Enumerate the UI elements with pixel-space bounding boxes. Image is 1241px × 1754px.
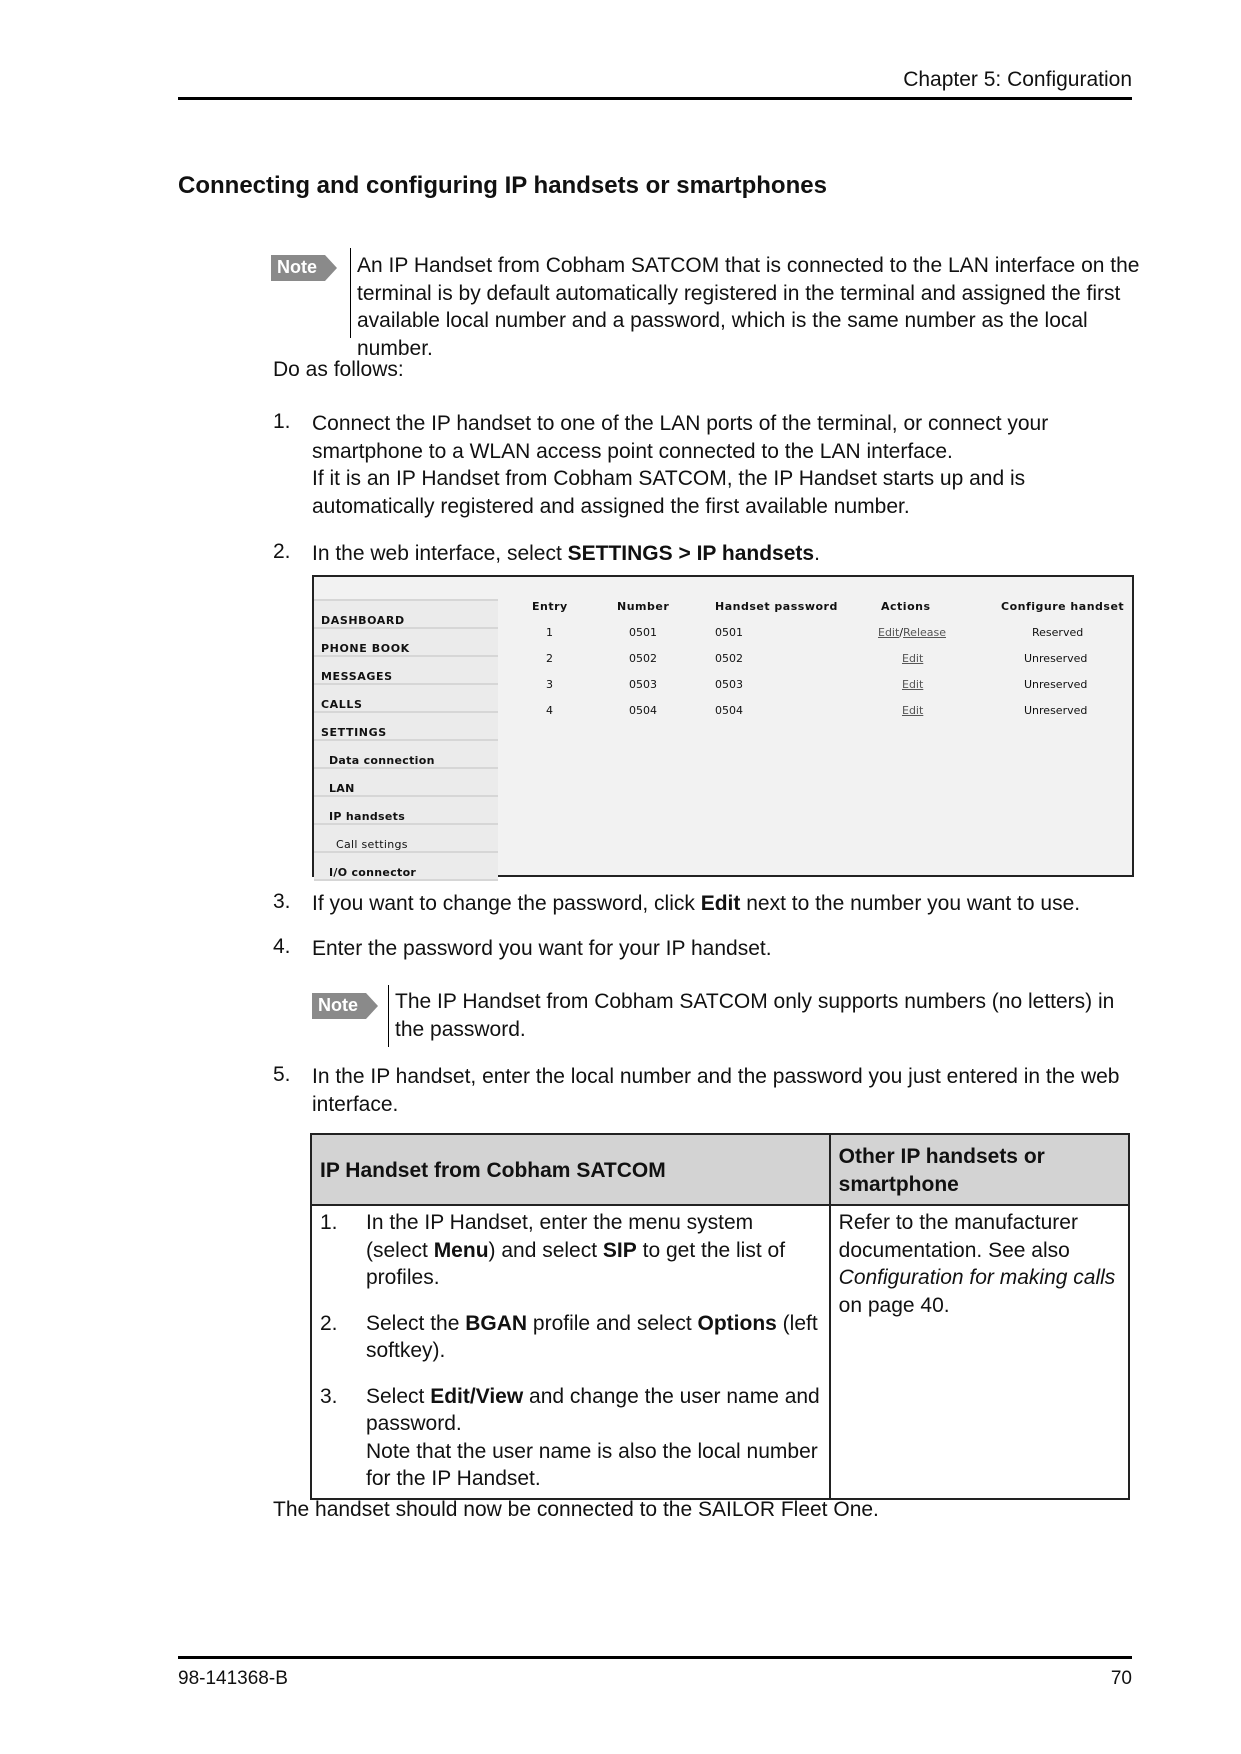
column-header: Actions — [881, 600, 931, 613]
sidebar-item-dashboard[interactable]: DASHBOARD — [314, 601, 498, 629]
table-cell-status: Unreserved — [1024, 704, 1088, 717]
comparison-table — [310, 1133, 1130, 1500]
step-3 — [312, 890, 1132, 918]
note-badge: Note — [312, 993, 366, 1019]
sidebar-item-ip-handsets[interactable]: IP handsets — [314, 797, 498, 825]
note-divider — [350, 248, 351, 338]
table-cell-entry: 2 — [546, 652, 553, 665]
table-cell-actions — [902, 652, 923, 665]
substep-number: 3. — [320, 1384, 338, 1408]
edit-link[interactable]: Edit — [902, 678, 924, 691]
substep — [320, 1383, 821, 1493]
table-cell-password: 0503 — [715, 678, 743, 691]
table-cell-actions — [878, 626, 946, 639]
edit-view-term: Edit/View — [430, 1384, 524, 1408]
screenshot-sidebar — [314, 577, 498, 879]
step-2-text: In the web interface, select — [312, 542, 568, 565]
edit-link[interactable]: Edit — [902, 704, 924, 717]
chapter-header: Chapter 5: Configuration — [903, 68, 1132, 91]
doc-number: 98-141368-B — [178, 1668, 288, 1689]
cell-text: Refer to the manufacturer documentation. See also — [838, 1211, 1078, 1262]
table-cell-actions — [902, 704, 923, 717]
step-1 — [312, 410, 1132, 520]
substep — [320, 1209, 821, 1292]
sidebar-item-settings[interactable]: SETTINGS — [314, 713, 498, 741]
sidebar-item-call-settings[interactable]: Call settings — [314, 825, 498, 853]
step-5: In the IP handset, enter the local number and the password you just entered in the web interface. — [312, 1065, 1120, 1116]
footer-rule — [178, 1656, 1132, 1659]
section-title: Connecting and configuring IP handsets or smartphones — [178, 172, 827, 199]
column-header: Number — [617, 600, 670, 613]
substep-number: 1. — [320, 1211, 338, 1234]
page-number: 70 — [1110, 1668, 1132, 1689]
edit-term: Edit — [700, 892, 741, 915]
note-text: The IP Handset from Cobham SATCOM only supports numbers (no letters) in the password. — [395, 990, 1115, 1041]
step-2-end: . — [814, 542, 820, 565]
sidebar-item-io-connector[interactable]: I/O connector — [314, 853, 498, 881]
sidebar-item-data-connection[interactable]: Data connection — [314, 741, 498, 769]
note-divider — [388, 985, 389, 1047]
substep-text: ) and select — [488, 1238, 603, 1262]
table-cell-status: Reserved — [1032, 626, 1084, 639]
step-1-line2: If it is an IP Handset from Cobham SATCOM, the IP Handset starts up and is automatically registered and assigned the first available number. — [312, 467, 1026, 518]
separator: / — [899, 626, 904, 639]
table-cell-entry: 1 — [546, 626, 553, 639]
ip-handsets-table — [498, 577, 1132, 875]
step-number: 4. — [273, 935, 291, 958]
table-header: Other IP handsets or smartphone — [830, 1134, 1129, 1205]
table-cell-number: 0503 — [629, 678, 657, 691]
substep-text: profile and select — [527, 1311, 698, 1335]
options-term: Options — [697, 1311, 777, 1335]
closing-text: The handset should now be connected to the SAILOR Fleet One. — [273, 1498, 879, 1521]
step-2 — [312, 540, 1132, 568]
cell-text: on page 40. — [838, 1293, 950, 1317]
step-1-line1: Connect the IP handset to one of the LAN ports of the terminal, or connect your smartphone to a WLAN access point connected to the LAN interface. — [312, 412, 1049, 463]
table-cell-status: Unreserved — [1024, 678, 1088, 691]
edit-link[interactable]: Edit — [902, 652, 924, 665]
table-cell-entry: 4 — [546, 704, 553, 717]
header-rule — [178, 97, 1132, 100]
step-number: 1. — [273, 410, 291, 433]
sip-term: SIP — [602, 1238, 637, 1262]
web-interface-screenshot — [312, 575, 1134, 877]
sidebar-item-calls[interactable]: CALLS — [314, 685, 498, 713]
substep-note: Note that the user name is also the local number for the IP Handset. — [366, 1439, 818, 1490]
table-cell-password: 0504 — [715, 704, 743, 717]
table-cell-entry: 3 — [546, 678, 553, 691]
column-header: Configure handset — [1001, 600, 1125, 613]
table-cell-number: 0504 — [629, 704, 657, 717]
menu-term: Menu — [433, 1238, 489, 1262]
step-3-end: next to the number you want to use. — [740, 892, 1081, 915]
substep-text: Select — [366, 1384, 431, 1408]
note-text: An IP Handset from Cobham SATCOM that is connected to the LAN interface on the terminal is by default automatically registered in the terminal and assigned the first available local number and a password, which is the same number as the local number. — [357, 254, 1140, 360]
substep-text: In the IP Handset, enter the menu system (select — [366, 1211, 754, 1262]
release-link[interactable]: Release — [903, 626, 947, 639]
bgan-term: BGAN — [465, 1311, 528, 1335]
substep — [320, 1310, 821, 1365]
step-number: 5. — [273, 1063, 291, 1086]
step-3-text: If you want to change the password, click — [312, 892, 701, 915]
intro-text: Do as follows: — [273, 358, 404, 381]
substep-number: 2. — [320, 1311, 338, 1335]
table-cell-password: 0501 — [715, 626, 743, 639]
column-header: Handset password — [715, 600, 838, 613]
table-cell — [311, 1205, 830, 1499]
substep-text: to get the list of profiles. — [366, 1238, 786, 1289]
edit-link[interactable]: Edit — [878, 626, 900, 639]
substep-text: Select the — [366, 1311, 466, 1335]
column-header: Entry — [532, 600, 568, 613]
step-number: 2. — [273, 540, 291, 563]
substep-text: and change the user name and password. — [366, 1384, 820, 1435]
sidebar-item-messages[interactable]: MESSAGES — [314, 657, 498, 685]
step-number: 3. — [273, 890, 291, 913]
step-4: Enter the password you want for your IP handset. — [312, 937, 772, 960]
substep-text: (left softkey). — [366, 1311, 818, 1362]
settings-path: SETTINGS > IP handsets — [567, 542, 815, 565]
table-cell-password: 0502 — [715, 652, 743, 665]
table-cell-status: Unreserved — [1024, 652, 1088, 665]
sidebar-item-lan[interactable]: LAN — [314, 769, 498, 797]
table-cell-number: 0501 — [629, 626, 657, 639]
table-cell — [830, 1205, 1129, 1499]
note-badge: Note — [271, 255, 325, 281]
table-cell-actions — [902, 678, 923, 691]
sidebar-item-phone-book[interactable]: PHONE BOOK — [314, 629, 498, 657]
table-cell-number: 0502 — [629, 652, 657, 665]
cross-reference: Configuration for making calls — [838, 1266, 1116, 1289]
table-header: IP Handset from Cobham SATCOM — [311, 1134, 830, 1205]
